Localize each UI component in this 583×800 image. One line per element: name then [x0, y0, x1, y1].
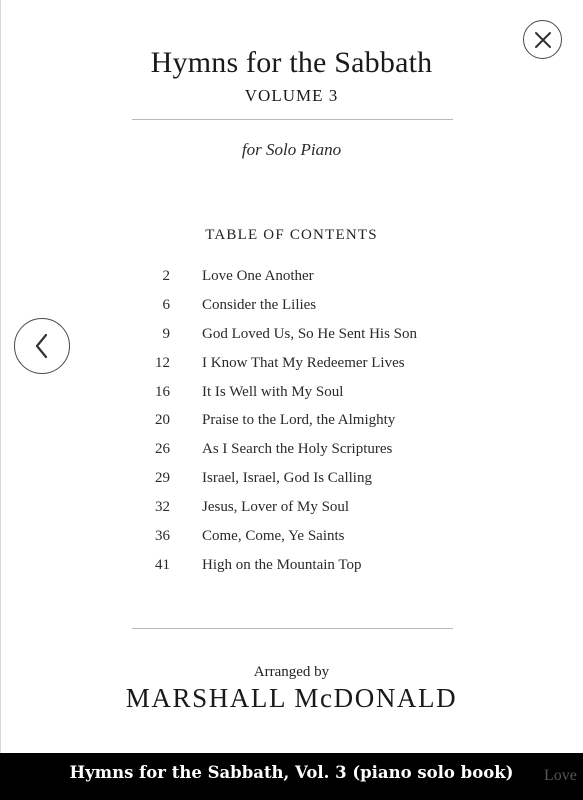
toc-entry [130, 320, 460, 349]
toc-entry [130, 551, 460, 580]
toc-hymn-title: Jesus, Lover of My Soul [202, 499, 350, 516]
caption-bar [0, 753, 583, 800]
book-title: Hymns for the Sabbath [150, 46, 433, 79]
chevron-left-icon [32, 332, 52, 360]
toc-hymn-title: As I Search the Holy Scriptures [202, 441, 393, 458]
toc-hymn-title: Come, Come, Ye Saints [202, 527, 345, 544]
toc-hymn-title: I Know That My Redeemer Lives [202, 354, 405, 371]
next-caption-peek: Love [544, 767, 577, 784]
toc-page-number: 16 [155, 383, 170, 400]
toc-page-number: 36 [155, 527, 170, 544]
toc-hymn-title: High on the Mountain Top [202, 556, 362, 573]
toc-hymn-title: Love One Another [202, 267, 314, 284]
toc-page-number: 41 [155, 556, 170, 573]
toc-hymn-title: Israel, Israel, God Is Calling [202, 470, 372, 487]
toc-entry [130, 349, 460, 378]
toc-hymn-title: Consider the Lilies [202, 296, 317, 313]
toc-page-number: 9 [162, 325, 170, 342]
toc-page-number: 12 [155, 354, 170, 371]
toc-page-number: 29 [155, 470, 170, 487]
image-caption: Hymns for the Sabbath, Vol. 3 (piano solo book) [69, 763, 514, 782]
toc-page-number: 26 [155, 441, 170, 458]
toc-heading: TABLE OF CONTENTS [205, 227, 378, 243]
toc-entry [130, 435, 460, 464]
toc-entry [130, 262, 460, 291]
toc-hymn-title: It Is Well with My Soul [202, 383, 344, 400]
previous-page-button[interactable] [14, 318, 70, 374]
table-of-contents [130, 262, 460, 580]
toc-entry [130, 464, 460, 493]
toc-entry [130, 406, 460, 435]
toc-hymn-title: Praise to the Lord, the Almighty [202, 412, 396, 429]
toc-page-number: 20 [155, 412, 170, 429]
toc-entry [130, 493, 460, 522]
toc-hymn-title: God Loved Us, So He Sent His Son [202, 325, 418, 342]
arranged-by-label: Arranged by [253, 664, 330, 680]
instrument-subtitle: for Solo Piano [241, 140, 342, 159]
arranger-name: MARSHALL McDONALD [125, 683, 458, 713]
toc-entry [130, 378, 460, 407]
toc-entry [130, 291, 460, 320]
book-volume: VOLUME 3 [244, 86, 339, 105]
toc-page-number: 6 [162, 296, 170, 313]
close-icon [534, 31, 552, 49]
close-button[interactable] [523, 20, 562, 59]
divider [132, 119, 453, 120]
toc-page-number: 2 [162, 267, 170, 284]
toc-entry [130, 522, 460, 551]
toc-page-number: 32 [155, 499, 170, 516]
divider [132, 628, 453, 629]
